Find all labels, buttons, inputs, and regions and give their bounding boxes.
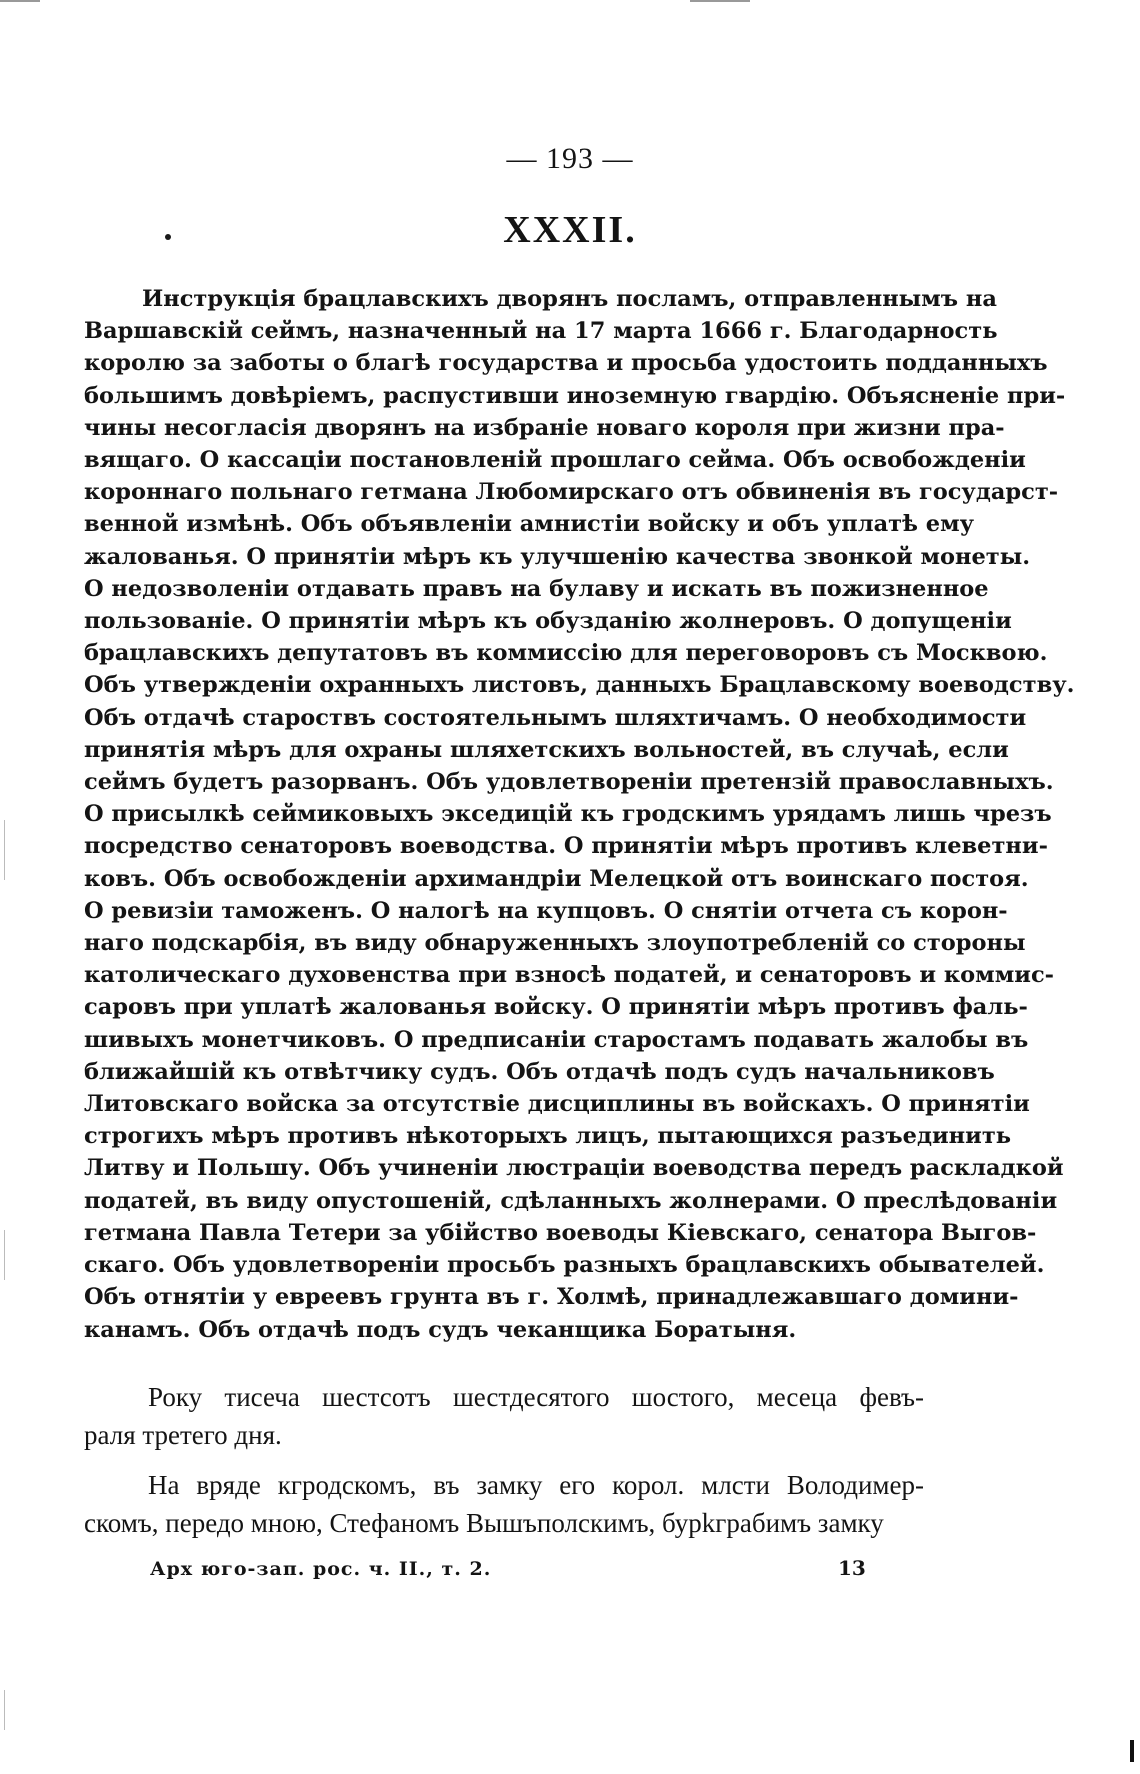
p1-line: Року тисеча шестсотъ шестдесятого шостого, месеца февъ- xyxy=(148,1382,924,1412)
summary-line: ковъ. Объ освобожденіи архимандріи Мелецкой отъ воинскаго постоя. xyxy=(84,865,1029,892)
summary-line: Литовскаго войска за отсутствіе дисциплины въ войскахъ. О принятіи xyxy=(84,1091,1030,1118)
summary-line: строгихъ мѣръ противъ нѣкоторыхъ лицъ, пытающихся разъединить xyxy=(84,1123,1012,1150)
scan-edge-line xyxy=(4,820,5,880)
p2-line: На вряде кгродскомъ, въ замку его корол. млсти Володимер- xyxy=(148,1470,924,1500)
summary-line: О недозволеніи отдавать правъ на булаву и искать въ пожизненное xyxy=(84,575,989,602)
summary-line: сеймъ будетъ разорванъ. Объ удовлетвореніи претензій православныхъ. xyxy=(84,769,1054,796)
body-paragraph-date xyxy=(84,1378,924,1454)
scan-edge-line xyxy=(4,1690,5,1730)
summary-line: О присылкѣ сеймиковыхъ экседицій къ гродскимъ урядамъ лишь чрезъ xyxy=(84,801,1052,828)
summary-line: короннаго польнаго гетмана Любомирскаго отъ обвиненія въ государст- xyxy=(84,479,1059,506)
footer-signature-mark: 13 xyxy=(838,1556,866,1580)
scan-edge-mark xyxy=(0,0,40,2)
summary-line: принятія мѣръ для охраны шляхетскихъ вольностей, въ случаѣ, если xyxy=(84,736,1009,763)
summary-line: Литву и Польшу. Объ учиненіи люстраціи воеводства передъ раскладкой xyxy=(84,1155,1064,1182)
page-number: — 193 — xyxy=(506,142,634,175)
summary-line: шивыхъ монетчиковъ. О предписаніи старостамъ подавать жалобы въ xyxy=(84,1026,1029,1053)
summary-line: посредство сенаторовъ воеводства. О принятіи мѣръ противъ клеветни- xyxy=(84,833,1048,860)
summary-line: брацлавскихъ депутатовъ въ коммиссію для переговоровъ съ Москвою. xyxy=(84,640,1048,667)
summary-line: ближайшій къ отвѣтчику судъ. Объ отдачѣ подъ судъ начальниковъ xyxy=(84,1058,995,1085)
p2-line: скомъ, передо мною, Стефаномъ Вышъполскимъ, бурkграбимъ замку xyxy=(84,1508,884,1538)
summary-line: католическаго духовенства при взносѣ податей, и сенаторовъ и коммис- xyxy=(84,962,1054,989)
scan-edge-mark xyxy=(690,0,750,2)
summary-line: Объ отнятіи у евреевъ грунта въ г. Холмѣ, принадлежавшаго домини- xyxy=(84,1284,1019,1311)
summary-line: Инструкція брацлавскихъ дворянъ посламъ, отправленнымъ на xyxy=(142,286,997,312)
summary-line: венной измѣнѣ. Объ объявленіи амнистіи войску и объ уплатѣ ему xyxy=(84,511,975,538)
p1-line: раля третего дня. xyxy=(84,1420,282,1450)
summary-line: жалованья. О принятіи мѣръ къ улучшенію качества звонкой монеты. xyxy=(84,543,1031,570)
scan-edge-line xyxy=(4,1230,5,1280)
section-heading: XXXII. xyxy=(503,209,637,251)
summary-line: канамъ. Объ отдачѣ подъ судъ чеканщика Боратыня. xyxy=(84,1316,797,1343)
summary-line: саровъ при уплатѣ жалованья войску. О принятіи мѣръ противъ фаль- xyxy=(84,994,1028,1021)
body-paragraph-court xyxy=(84,1466,924,1542)
scan-edge-mark xyxy=(1130,1740,1134,1762)
summary-line: Варшавскій сеймъ, назначенный на 17 марта 1666 г. Благодарность xyxy=(84,318,998,345)
summary-line: вящаго. О кассаціи постановленій прошлаго сейма. Объ освобожденіи xyxy=(84,447,1026,474)
footer-source-note: Арх юго-зап. рос. ч. II., т. 2. xyxy=(150,1558,492,1580)
summary-line: Объ утвержденіи охранныхъ листовъ, данныхъ Брацлавскому воеводству. xyxy=(84,672,1075,699)
summary-line: большимъ довѣріемъ, распустивши иноземную гвардію. Объясненіе при- xyxy=(84,382,1066,409)
summary-line: Объ отдачѣ староствъ состоятельнымъ шляхтичамъ. О необходимости xyxy=(84,704,1027,731)
summary-line: наго подскарбія, въ виду обнаруженныхъ злоупотребленій со стороны xyxy=(84,930,1026,957)
summary-line: скаго. Объ удовлетвореніи просьбъ разныхъ брацлавскихъ обывателей. xyxy=(84,1252,1045,1279)
summary-line: пользованіе. О принятіи мѣръ къ обузданію жолнеровъ. О допущеніи xyxy=(84,608,1012,635)
summary-line: О ревизіи таможенъ. О налогѣ на купцовъ. О снятіи отчета съ корон- xyxy=(84,897,1008,924)
document-summary xyxy=(84,283,1075,1346)
summary-line: гетмана Павла Тетери за убійство воеводы Кіевскаго, сенатора Выгов- xyxy=(84,1219,1037,1246)
summary-line: податей, въ виду опустошеній, сдѣланныхъ жолнерами. О преслѣдованіи xyxy=(84,1187,1058,1214)
summary-line: чины несогласія дворянъ на избраніе новаго короля при жизни пра- xyxy=(84,414,1005,441)
summary-line: королю за заботы о благѣ государства и просьба удостоить подданныхъ xyxy=(84,350,1048,377)
